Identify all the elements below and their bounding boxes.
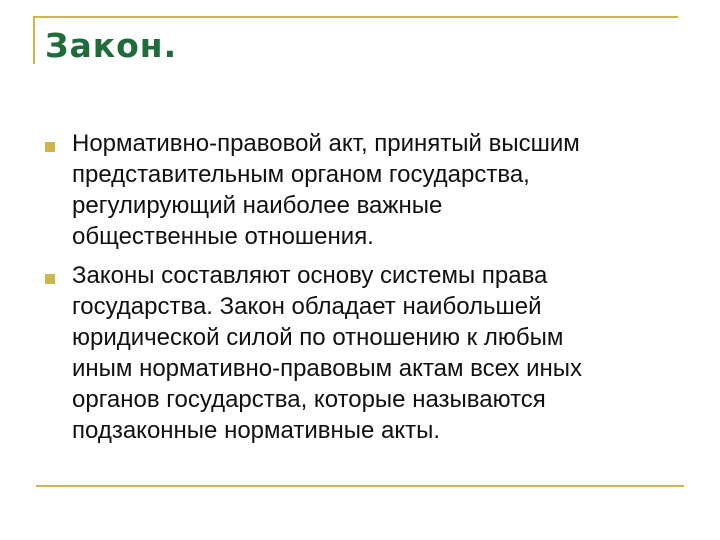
bullet-line: юридической силой по отношению к любым — [72, 324, 564, 351]
bullet-line: органов государства, которые называются — [72, 386, 546, 413]
square-bullet-icon — [45, 274, 55, 284]
bullet-line: представительным органом государства, — [72, 161, 530, 188]
bullet-line: общественные отношения. — [72, 223, 374, 250]
top-vertical-rule — [33, 16, 35, 64]
bullet-text — [72, 128, 685, 252]
square-bullet-icon — [45, 142, 55, 152]
bullet-line: Нормативно-правовой акт, принятый высшим — [72, 130, 580, 157]
top-horizontal-rule — [33, 16, 678, 18]
bullet-text — [72, 260, 685, 446]
bullet-line: иным нормативно-правовым актам всех иных — [72, 355, 583, 382]
bullet-line: Законы составляют основу системы права — [72, 262, 548, 289]
bullet-item-legal-force — [45, 260, 685, 446]
bullet-line: государства. Закон обладает наибольшей — [72, 293, 542, 320]
bottom-horizontal-rule — [36, 485, 684, 487]
bullet-line: регулирующий наиболее важные — [72, 192, 443, 219]
bullet-item-definition — [45, 128, 685, 252]
bullet-list — [45, 128, 685, 454]
bullet-line: подзаконные нормативные акты. — [72, 417, 441, 444]
slide-title: Закон. — [45, 26, 178, 65]
